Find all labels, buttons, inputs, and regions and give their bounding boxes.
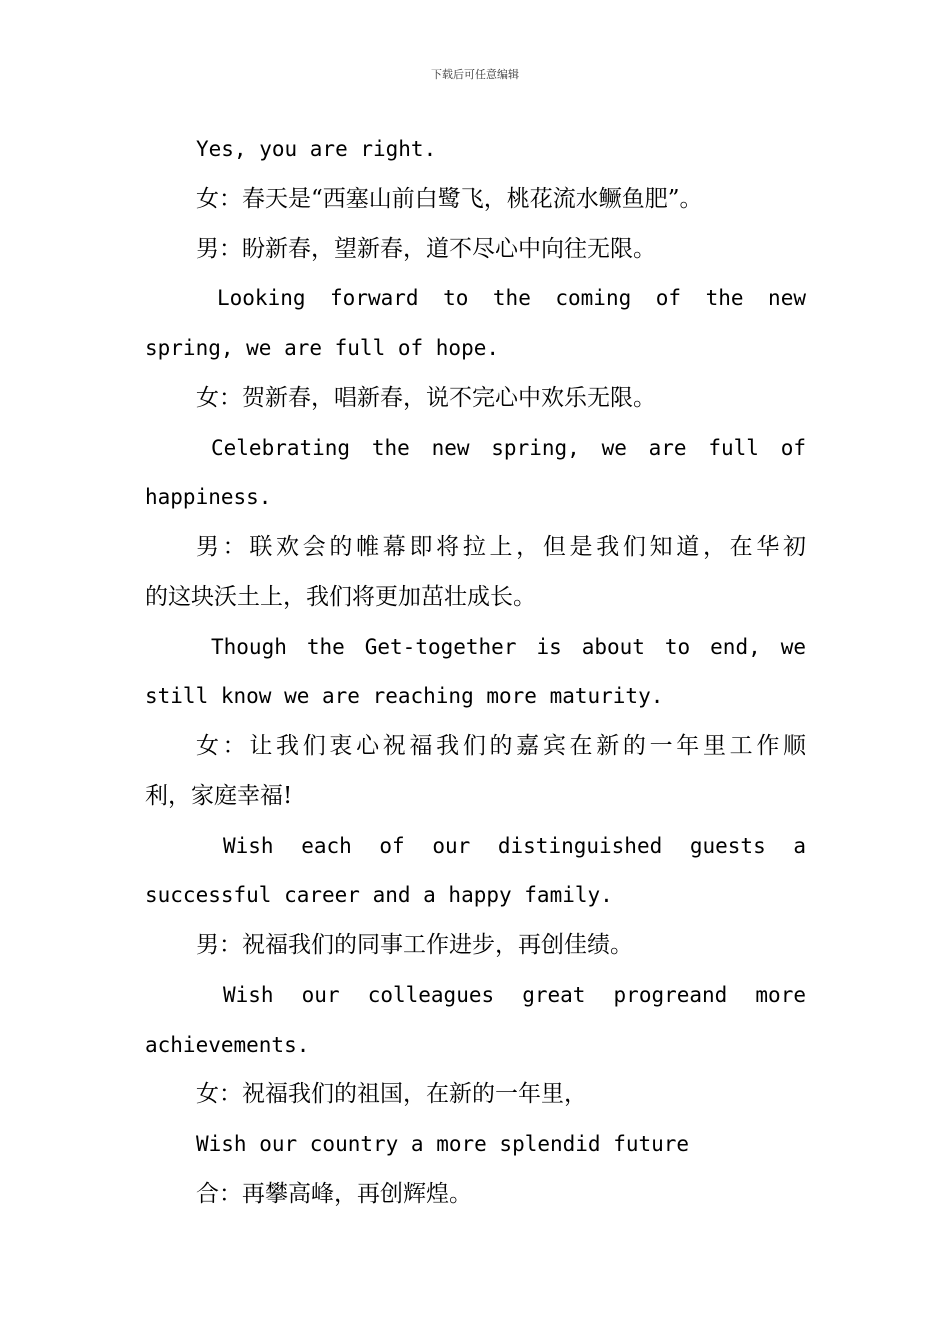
text-line: 女：春天是“西塞山前白鹭飞，桃花流水鳜鱼肥”。 xyxy=(196,185,703,212)
text-line: 男：盼新春，望新春，道不尽心中向往无限。 xyxy=(196,235,656,262)
text-line: Looking forward to the coming of the new xyxy=(217,286,806,311)
text-line: achievements. xyxy=(145,1032,310,1057)
text-line: 女：贺新春，唱新春，说不完心中欢乐无限。 xyxy=(196,384,656,411)
text-line: spring, we are full of hope. xyxy=(145,336,500,360)
text-line: happiness. xyxy=(145,485,272,510)
text-line: Celebrating the new spring, we are full of xyxy=(211,435,806,460)
text-line: still know we are reaching more maturity. xyxy=(145,684,664,709)
text-line: Wish each of our distinguished guests a xyxy=(223,833,806,858)
text-line: 的这块沃土上，我们将更加茁壮成长。 xyxy=(145,583,536,610)
page-header: 下载后可任意编辑 xyxy=(431,68,519,81)
text-line: 合：再攀高峰，再创辉煌。 xyxy=(196,1180,472,1207)
text-line: 利，家庭幸福! xyxy=(145,782,293,809)
text-line: Yes, you are right. xyxy=(196,137,437,161)
text-line: Though the Get-together is about to end, we xyxy=(211,634,806,659)
text-line: 男：联欢会的帷幕即将拉上，但是我们知道，在华初 xyxy=(196,534,806,560)
text-line: Wish our country a more splendid future xyxy=(196,1132,690,1156)
text-line: 女：祝福我们的祖国，在新的一年里， xyxy=(196,1081,587,1108)
document-body xyxy=(145,125,806,1220)
text-line: successful career and a happy family. xyxy=(145,883,613,908)
text-line: 男：祝福我们的同事工作进步，再创佳绩。 xyxy=(196,932,633,958)
text-line: Wish our colleagues great progreand more xyxy=(223,982,806,1007)
text-line: 女：让我们衷心祝福我们的嘉宾在新的一年里工作顺 xyxy=(196,733,806,759)
